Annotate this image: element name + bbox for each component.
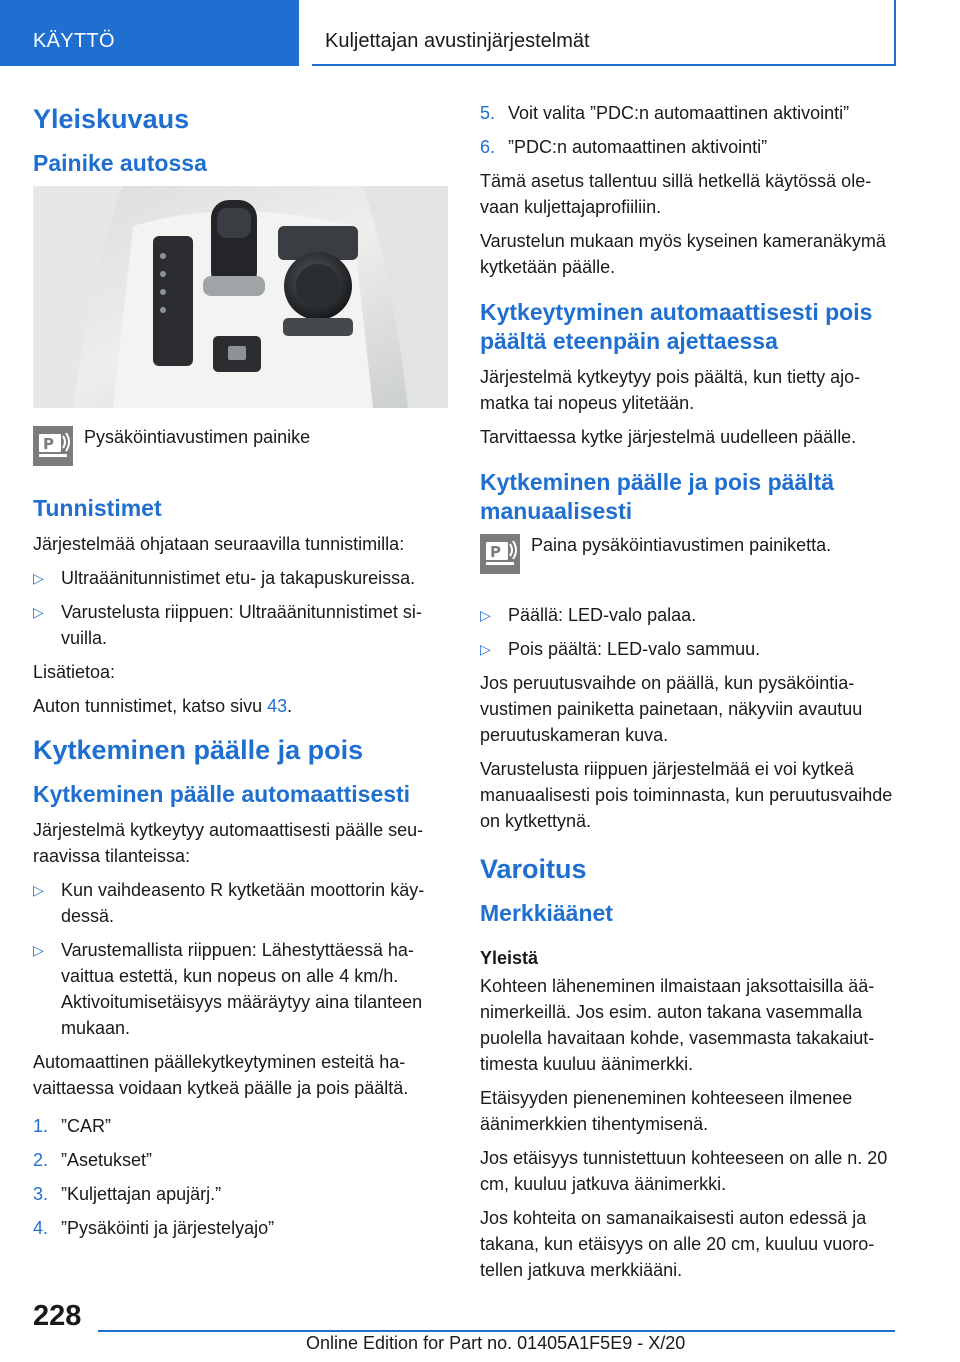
list-item: 6. ”PDC:n automaattinen aktivointi” bbox=[480, 137, 768, 157]
auto-on-list bbox=[33, 877, 448, 1041]
left-column bbox=[33, 100, 448, 1249]
auto-off-hint: Tarvittaessa kytke järjestelmä uudelleen päälle. bbox=[480, 427, 857, 447]
settings-steps-left bbox=[33, 1113, 448, 1241]
chapter-title: Kuljettajan avustinjärjestelmät bbox=[312, 0, 896, 66]
svg-text:P: P bbox=[43, 435, 54, 453]
footer-divider bbox=[98, 1330, 895, 1332]
more-info-label: Lisätietoa: bbox=[33, 662, 116, 682]
svg-text:P: P bbox=[490, 543, 501, 561]
beeps-text-3: Jos etäisyys tunnistettuun kohteeseen on alle n. 20 cm, kuuluu jatkuva äänimerkki. bbox=[480, 1148, 888, 1194]
manual-caption: Paina pysäköintiavustimen painiketta. bbox=[531, 535, 832, 555]
bullet-triangle-icon: ▷ bbox=[33, 570, 44, 586]
sensors-list bbox=[33, 565, 448, 651]
list-item: ▷ Varustelusta riippuen: Ultraäänitunnistimet sivuilla. bbox=[33, 599, 448, 651]
manual-list bbox=[480, 602, 895, 662]
list-item: 5. Voit valita ”PDC:n automaattinen aktivointi” bbox=[480, 103, 850, 123]
button-caption-row bbox=[33, 426, 448, 476]
auto-off-text: Järjestelmä kytkeytyy pois päältä, kun tietty ajomatka tai nopeus ylitetään. bbox=[480, 367, 861, 413]
manual-caption-row bbox=[480, 534, 895, 584]
center-console-photo bbox=[33, 186, 448, 408]
more-info-ref: Auton tunnistimet, katso sivu 43. bbox=[33, 696, 293, 716]
list-item: 1. ”CAR” bbox=[33, 1116, 111, 1136]
settings-steps-right bbox=[480, 100, 895, 160]
sensors-intro: Järjestelmää ohjataan seuraavilla tunnistimilla: bbox=[33, 534, 405, 554]
button-caption: Pysäköintiavustimen painike bbox=[84, 427, 311, 447]
list-item: ▷ Ultraäänitunnistimet etu- ja takapuskureissa. bbox=[33, 565, 448, 591]
list-item: ▷ Päällä: LED-valo palaa. bbox=[480, 602, 895, 628]
overview-heading: Yleiskuvaus bbox=[33, 104, 190, 134]
edition-note: Online Edition for Part no. 01405A1F5E9 - X/20 bbox=[306, 1333, 686, 1353]
sensors-heading: Tunnistimet bbox=[33, 495, 162, 521]
list-item: ▷ Kun vaihdeasento R kytketään moottorin käydessä. bbox=[33, 877, 448, 929]
auto-on-note: Automaattinen päällekytkeytyminen esteitä havaittaessa voidaan kytkeä päälle ja pois päältä. bbox=[33, 1052, 409, 1098]
list-item: 4. ”Pysäköinti ja järjestelyajo” bbox=[33, 1218, 275, 1238]
auto-off-heading: Kytkeytyminen automaattisesti pois päältä eteenpäin ajettaessa bbox=[480, 299, 873, 354]
bullet-triangle-icon: ▷ bbox=[33, 942, 44, 958]
profile-note: Tämä asetus tallentuu sillä hetkellä käytössä olevaan kuljettajaprofiiliin. bbox=[480, 171, 872, 217]
manual-heading: Kytkeminen päälle ja pois päältä manuaalisesti bbox=[480, 469, 835, 524]
auto-on-heading: Kytkeminen päälle automaattisesti bbox=[33, 781, 411, 807]
beeps-text-4: Jos kohteita on samanaikaisesti auton edessä ja takana, kun etäisyys on alle 20 cm, kuuluu vuorotellen jatkuva merkkiääni. bbox=[480, 1208, 875, 1280]
bullet-triangle-icon: ▷ bbox=[33, 604, 44, 620]
list-item: ▷ Varustemallista riippuen: Lähestyttäessä havaittua estettä, kun nopeus on alle 4 km/h. Aktivoitumisetäisyys määräytyy aina tilanteen mukaan. bbox=[33, 937, 448, 1041]
bullet-triangle-icon: ▷ bbox=[480, 641, 491, 657]
camera-note: Varustelun mukaan myös kyseinen kameranäkymä kytketään päälle. bbox=[480, 231, 886, 277]
general-heading: Yleistä bbox=[480, 948, 539, 968]
reverse-gear-limitation: Varustelusta riippuen järjestelmää ei voi kytkeä manuaalisesti pois toiminnasta, kun peruutusvaihde on kytkettynä. bbox=[480, 759, 893, 831]
page-header bbox=[0, 0, 960, 66]
onoff-heading: Kytkeminen päälle ja pois bbox=[33, 735, 364, 765]
section-tab: KÄYTTÖ bbox=[0, 0, 299, 66]
list-item: ▷ Pois päältä: LED-valo sammuu. bbox=[480, 636, 895, 662]
list-item: 2. ”Asetukset” bbox=[33, 1150, 153, 1170]
pdc-button-icon bbox=[480, 534, 520, 574]
list-item: 3. ”Kuljettajan apujärj.” bbox=[33, 1184, 222, 1204]
pdc-button-icon bbox=[33, 426, 73, 466]
beeps-heading: Merkkiäänet bbox=[480, 900, 613, 926]
bullet-triangle-icon: ▷ bbox=[480, 607, 491, 623]
page-number: 228 bbox=[33, 1300, 82, 1332]
bullet-triangle-icon: ▷ bbox=[33, 882, 44, 898]
button-heading: Painike autossa bbox=[33, 150, 207, 176]
warning-heading: Varoitus bbox=[480, 854, 587, 884]
beeps-text-2: Etäisyyden pieneneminen kohteeseen ilmenee äänimerkkien tihentymisenä. bbox=[480, 1088, 853, 1134]
page-link[interactable]: 43 bbox=[267, 696, 288, 716]
auto-on-intro: Järjestelmä kytkeytyy automaattisesti päälle seuraavissa tilanteissa: bbox=[33, 820, 424, 866]
beeps-text-1: Kohteen läheneminen ilmaistaan jaksottaisilla äänimerkeillä. Jos esim. auton takana vasemmalla puolella havaitaan kohde, vasemmasta takakaiuttimesta kuuluu äänimerkki. bbox=[480, 976, 875, 1074]
right-column bbox=[480, 100, 895, 1291]
reverse-gear-note: Jos peruutusvaihde on päällä, kun pysäköintiavustimen painiketta painetaan, näkyviin avautuu peruutuskameran kuva. bbox=[480, 673, 863, 745]
